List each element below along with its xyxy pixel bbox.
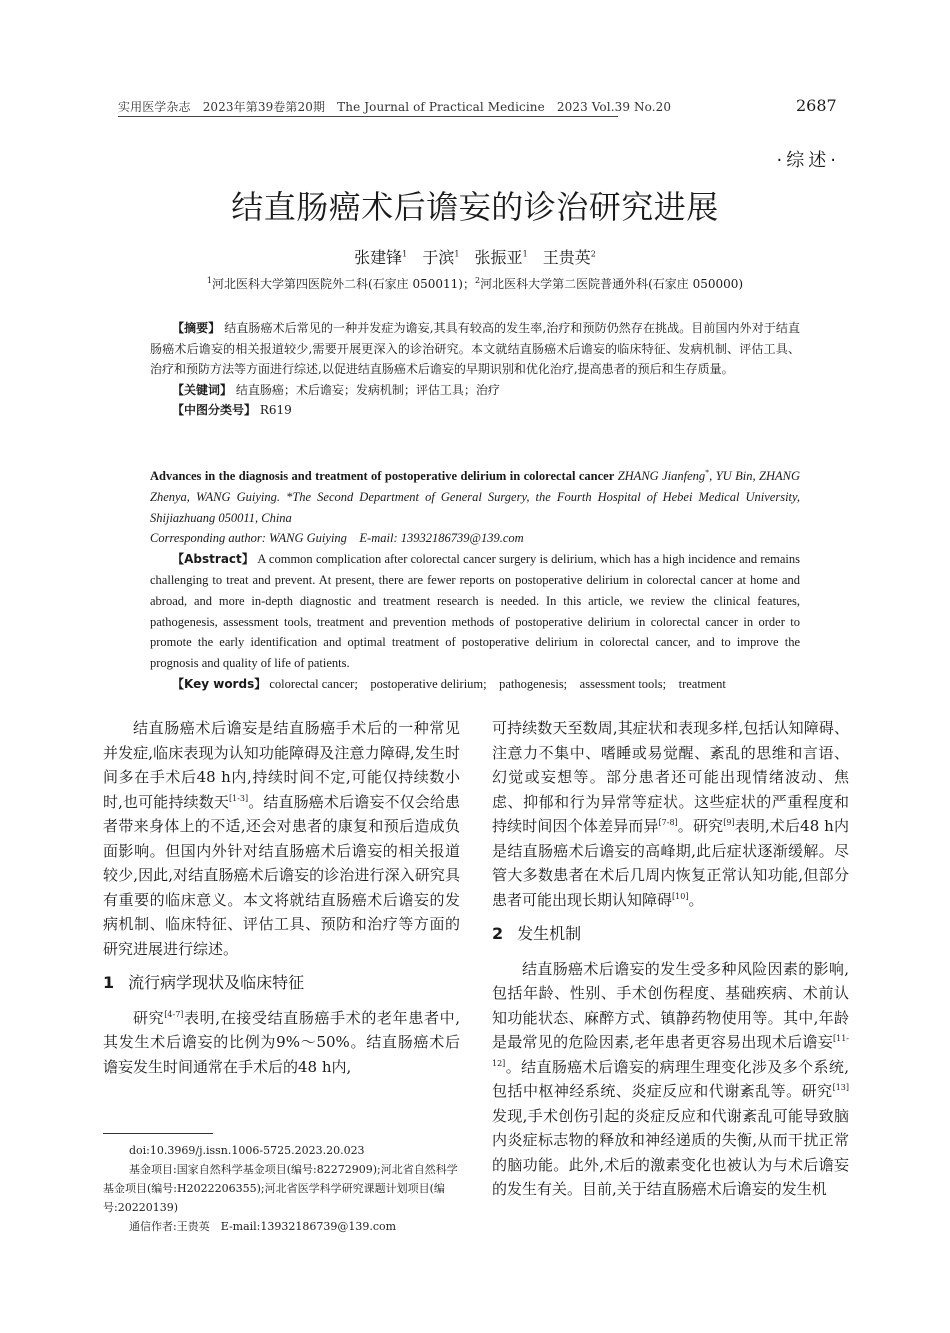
- section-tag: ·综述·: [776, 150, 840, 171]
- body-text: 结直肠癌术后谵妄的发生受多种风险因素的影响,包括年龄、性别、手术创伤程度、基础疾病、术前认知功能状态、麻醉方式、镇静药物使用等。其中,年龄是最常见的危险因素,老年患者更容易出现术后谵妄: [492, 959, 849, 1051]
- doi: doi:10.3969/j.issn.1006-5725.2023.20.023: [129, 1144, 365, 1157]
- author-name: 于滨: [422, 248, 455, 267]
- body-text: 结直肠癌术后谵妄是结直肠癌手术后的一种常见并发症,临床表现为认知功能障碍及注意力障碍,发生时间多在手术后48 h内,持续时间不定,可能仅持续数小时,也可能持续数天: [103, 719, 460, 811]
- correspondence: 通信作者:王贵英 E-mail:13932186739@139.com: [129, 1220, 397, 1233]
- keywords-label: 【关键词】: [172, 382, 233, 397]
- citation: [13]: [832, 1083, 849, 1092]
- body-text: 。结直肠癌术后谵妄不仅会给患者带来身体上的不适,还会对患者的康复和预后造成负面影响。但国内外针对结直肠癌术后谵妄的相关报道较少,因此,对结直肠癌术后谵妄的诊治进行深入研究具有重要的临床意义。本文将就结直肠癌术后谵妄的发病机制、临床特征、评估工具、预防和治疗等方面的研究进展进行综述。: [103, 792, 460, 958]
- running-head: 实用医学杂志 2023年第39卷第20期 The Journal of Practical Medicine 2023 Vol.39 No.20: [118, 100, 672, 114]
- clc-label: 【中图分类号】: [172, 403, 257, 417]
- body-column-right: [492, 716, 849, 1202]
- author-affiliation-mark: 1: [454, 249, 460, 259]
- body-text: 表明,术后48 h内是结直肠癌术后谵妄的高峰期,此后症状逐渐缓解。尽管大多数患者在术后几周内恢复正常认知功能,但部分患者可能出现长期认知障碍: [492, 817, 849, 909]
- section-2-paragraph: [492, 957, 849, 1202]
- footnote-rule: [103, 1133, 213, 1134]
- footnotes: [103, 1141, 460, 1236]
- english-title: Advances in the diagnosis and treatment of postoperative delirium in colorectal cancer: [150, 469, 615, 483]
- citation: [7-8]: [658, 818, 678, 827]
- abstract-label: 【摘要】: [172, 321, 221, 335]
- abstract-text: 结直肠癌术后常见的一种并发症为谵妄,其具有较高的发生率,治疗和预防仍然存在挑战。目前国内外对于结直肠癌术后谵妄的相关报道较少,需要开展更深入的诊治研究。本文就结直肠癌术后谵妄的临床特征、发病机制、评估工具、治疗和预防方法等方面进行综述,以促进结直肠癌术后谵妄的早期识别和优化治疗,提高患者的预后和生存质量。: [150, 321, 800, 376]
- section-number: 2: [492, 924, 504, 943]
- body-text: 。: [688, 890, 704, 909]
- corresponding-mark: *: [705, 467, 710, 477]
- section-2-heading: [492, 922, 849, 947]
- author-affiliation-mark: 1: [402, 249, 408, 259]
- affiliation-mark: 1: [206, 276, 212, 285]
- section-1-continued: [492, 716, 849, 912]
- article-title: 结直肠癌术后谵妄的诊治研究进展: [231, 188, 719, 226]
- keywords-label-en: 【Key words】: [172, 676, 267, 691]
- affiliation-text: 河北医科大学第二医院普通外科(石家庄 050000): [480, 277, 744, 291]
- section-1-heading: [103, 971, 460, 996]
- section-number: 1: [103, 973, 115, 992]
- section-1-paragraph: [103, 1006, 460, 1078]
- body-text: 研究: [133, 1008, 165, 1027]
- citation: [9]: [723, 818, 735, 827]
- section-title: 发生机制: [517, 924, 582, 943]
- author-name: 张振亚: [474, 248, 523, 267]
- abstract-text-en: A common complication after colorectal cancer surgery is delirium, which has a high incidence and remains challenging to treat and prevent. At present, there are fewer reports on postoperative delirium in colorectal cancer at home and abroad, and more in-depth diagnostic and treatment research is needed. In this article, we review the clinical features, pathogenesis, assessment tools, treatment and prevention methods of postoperative delirium in colorectal cancer in order to promote the early identification and optimal treatment of postoperative delirium in colorectal cancer, and to improve the prognosis and quality of life of patients.: [150, 552, 801, 671]
- abstract-label-en: 【Abstract】: [172, 552, 255, 567]
- english-author: ZHANG Jianfeng: [617, 469, 706, 483]
- body-text: 。研究: [677, 817, 724, 835]
- keywords-text: 结直肠癌；术后谵妄；发病机制；评估工具；治疗: [235, 382, 500, 397]
- body-text: 。结直肠癌术后谵妄的病理生理变化涉及多个系统,包括中枢神经系统、炎症反应和代谢紊乱等。研究: [492, 1057, 849, 1100]
- affiliation-mark: 2: [475, 276, 481, 285]
- affiliations: [0, 275, 950, 292]
- page-number: 2687: [796, 96, 837, 115]
- section-title: 流行病学现状及临床特征: [128, 973, 305, 992]
- body-text: 可持续数天至数周,其症状和表现多样,包括认知障碍、注意力不集中、嗜睡或易觉醒、紊乱的思维和言语、幻觉或妄想等。部分患者还可能出现情绪波动、焦虑、抑郁和行为异常等症状。这些症状的严重程度和持续时间因个体差异而异: [492, 719, 849, 835]
- intro-paragraph: [103, 716, 460, 961]
- body-column-left: [103, 716, 460, 1078]
- author-affiliation-mark: 1: [522, 249, 528, 259]
- clc-code: R619: [259, 403, 292, 417]
- corresponding-author: Corresponding author: WANG Guiying E-mail: 13932186739@139.com: [150, 531, 524, 546]
- body-text: 表明,在接受结直肠癌手术的老年患者中,其发生术后谵妄的比例为9%～50%。结直肠癌术后谵妄发生时间通常在手术后的48 h内,: [103, 1008, 460, 1076]
- author-list: [0, 245, 950, 268]
- english-abstract: [150, 466, 800, 695]
- english-authors: , YU Bin, ZHANG Zhenya, WANG Guiying.: [150, 469, 800, 504]
- affiliation-text: 河北医科大学第四医院外二科(石家庄 050011)；: [212, 277, 475, 291]
- author-affiliation-mark: 2: [590, 249, 596, 259]
- citation: [10]: [672, 891, 689, 901]
- citation: [1-3]: [228, 793, 249, 803]
- english-affiliation: *The Second Department of General Surgery, the Fourth Hospital of Hebei Medical University, Shijiazhuang 050011, China: [150, 489, 801, 525]
- keywords-text-en: colorectal cancer; postoperative delirium; pathogenesis; assessment tools; treatment: [269, 676, 726, 691]
- author-name: 王贵英: [542, 248, 591, 267]
- funding: 基金项目:国家自然科学基金项目(编号:82272909);河北省自然科学基金项目(编号:H2022206355);河北省医学科学研究课题计划项目(编号:20220139): [103, 1163, 458, 1214]
- header-rule: [118, 116, 618, 117]
- citation: [4-7]: [164, 1009, 184, 1019]
- body-text: 发现,手术创伤引起的炎症反应和代谢紊乱可能导致脑内炎症标志物的释放和神经递质的失衡,从而干扰正常的脑功能。此外,术后的激素变化也被认为与术后谵妄的发生有关。目前,关于结直肠癌术后谵妄的发生机: [492, 1106, 849, 1198]
- author-name: 张建锋: [354, 248, 403, 267]
- citation: [11-12]: [492, 1034, 849, 1068]
- chinese-abstract: [150, 318, 800, 421]
